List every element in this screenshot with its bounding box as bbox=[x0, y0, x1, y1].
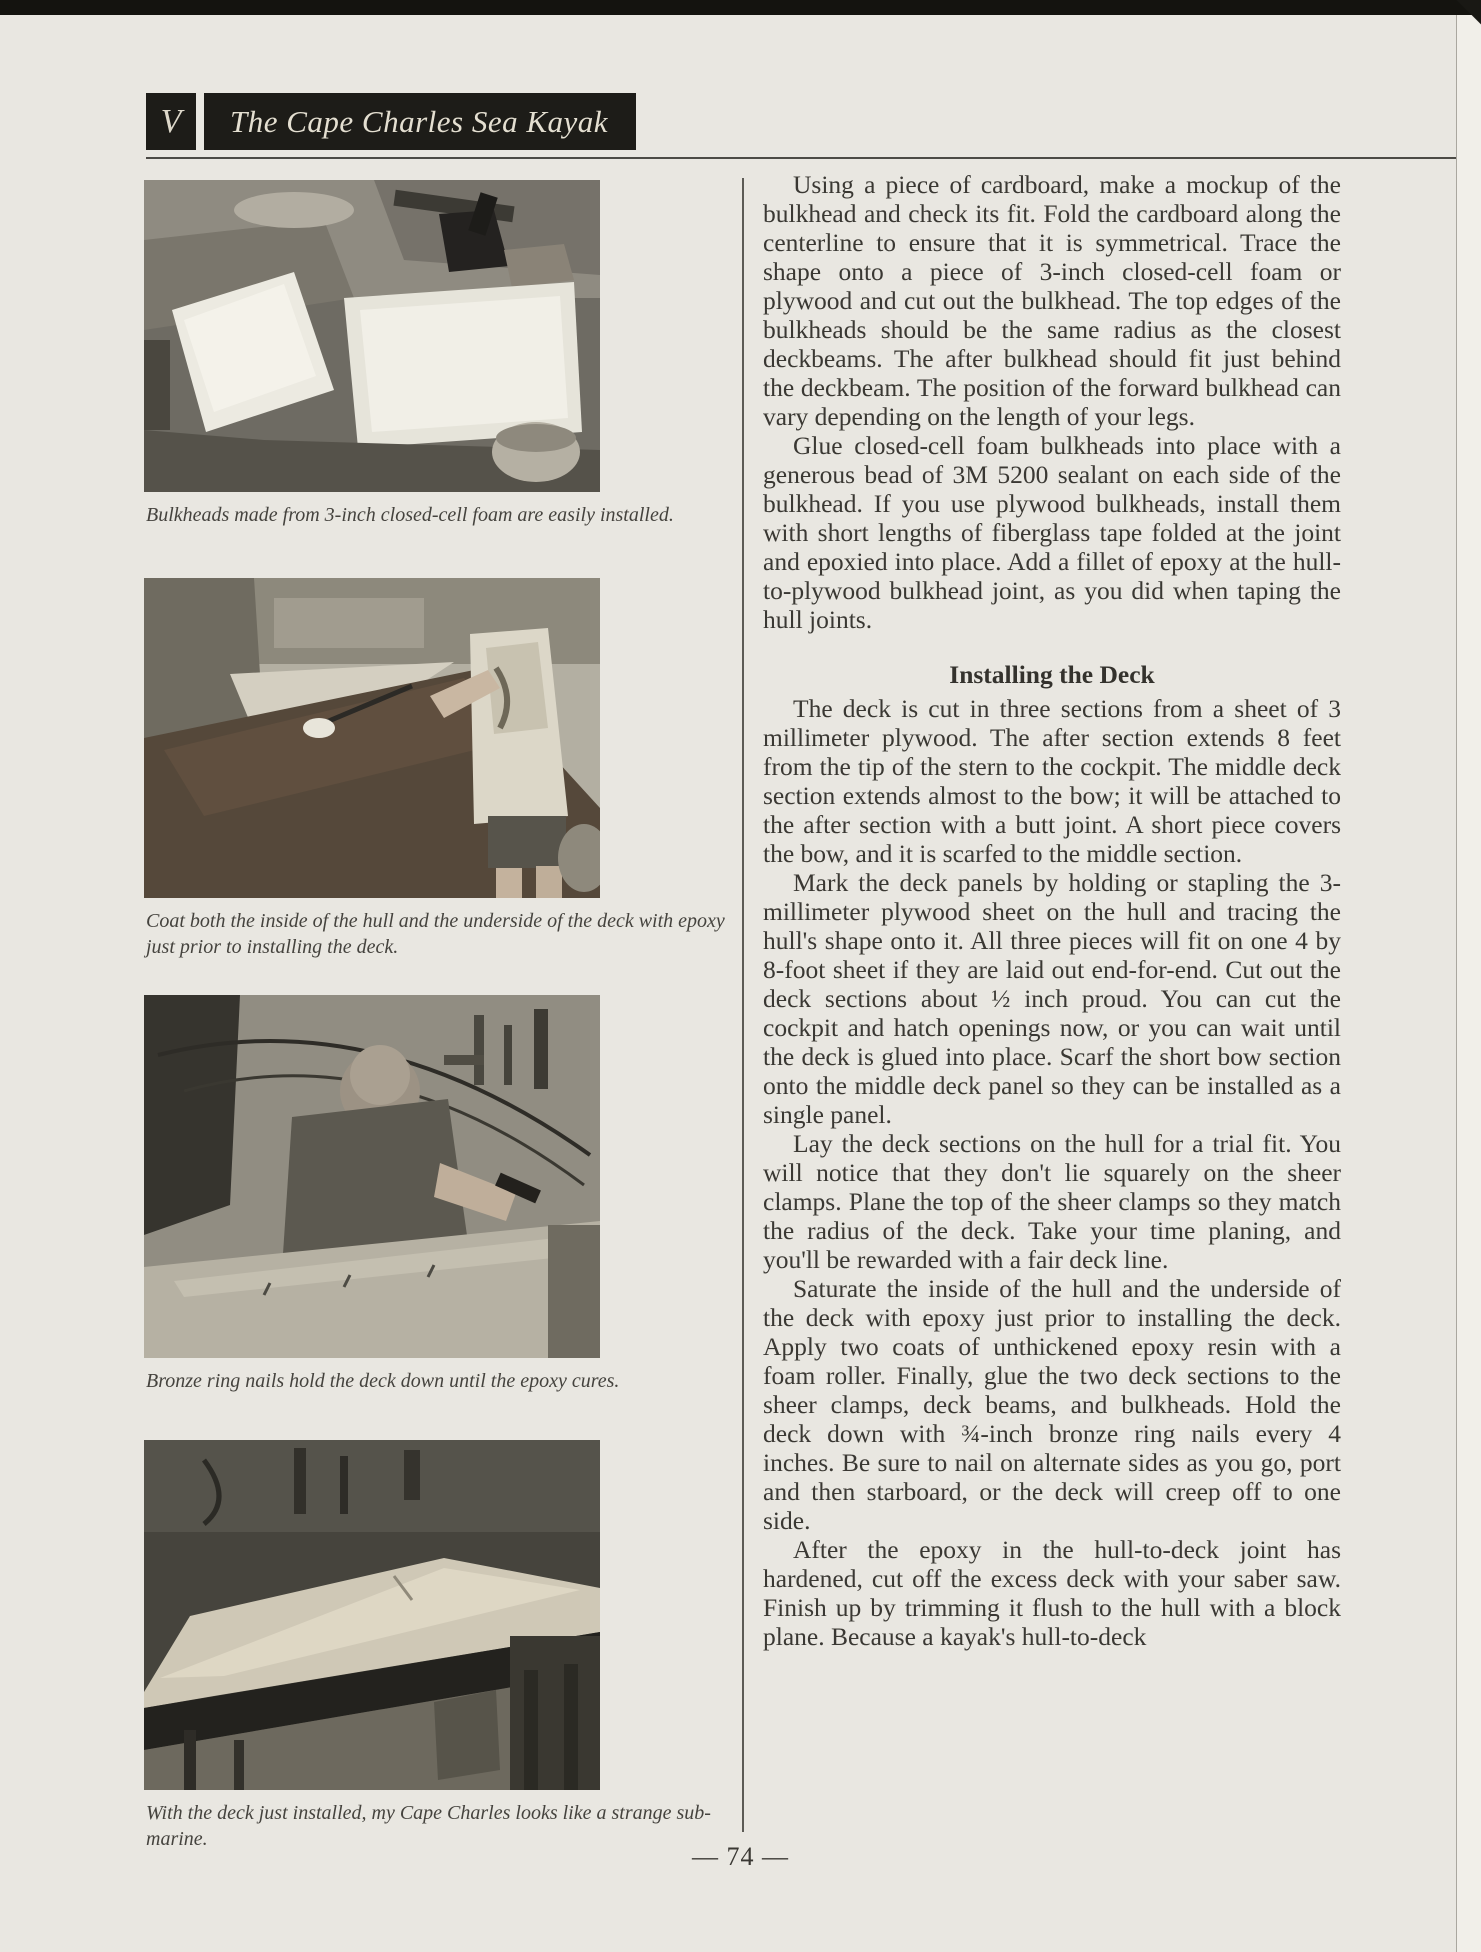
figure-caption: Bulkheads made from 3-inch closed-cell foam are easily installed. bbox=[146, 504, 674, 526]
body-paragraph: The deck is cut in three sections from a sheet of 3 millimeter plywood. The after section extends 8 feet from the tip of the stern to the cockpit. The middle deck section extends almost to the bow; it will be attached to the after section with a butt joint. A short piece covers the bow, and it is scarfed to the middle section. bbox=[763, 694, 1341, 868]
header-rule bbox=[146, 157, 1456, 159]
body-paragraph: Saturate the inside of the hull and the underside of the deck with epoxy just prior to installing the deck. Apply two coats of unthickened epoxy resin with a foam roller. Finally, glue the two deck sections to the sheer clamps, deck beams, and bulkheads. Hold the deck down with ¾-inch bronze ring nails every 4 inches. Be sure to nail on alternate sides as you go, port and then starboard, or the deck will creep off to one side. bbox=[763, 1274, 1341, 1535]
body-paragraph: Using a piece of cardboard, make a mockup of the bulkhead and check its fit. Fold the cardboard along the centerline to ensure that it is symmetrical. Trace the shape onto a piece of 3-inch closed-cell foam or plywood and cut out the bulkhead. The top edges of the bulkheads should be the same radius as the closest deckbeams. The after bulkhead should fit just behind the deckbeam. The position of the forward bulkhead can vary depending on the length of your legs. bbox=[763, 170, 1341, 431]
page-edge-strip bbox=[1456, 15, 1481, 1952]
chapter-title-bar bbox=[204, 93, 636, 150]
chapter-number: V bbox=[160, 102, 182, 140]
photo-ring-nails bbox=[144, 995, 600, 1358]
body-paragraph: Lay the deck sections on the hull for a trial fit. You will notice that they don't lie squarely on the sheer clamps. Plane the top of the sheer clamps so they match the radius of the deck. Take your time planing, and you'll be rewarded with a fair deck line. bbox=[763, 1129, 1341, 1274]
figure-epoxy-coating bbox=[144, 578, 725, 960]
chapter-title: The Cape Charles Sea Kayak bbox=[230, 103, 609, 139]
figure-deck-installed bbox=[144, 1440, 711, 1852]
corner-shadow bbox=[1435, 0, 1481, 46]
figure-foam-bulkheads bbox=[144, 180, 674, 528]
body-paragraph: After the epoxy in the hull-to-deck joint has hardened, cut off the excess deck with your saber saw. Finish up by trimming it flush to the hull with a block plane. Because a kayak's hull-to-deck bbox=[763, 1535, 1341, 1651]
chapter-number-box bbox=[146, 93, 196, 150]
photo-foam-bulkheads bbox=[144, 180, 600, 492]
figure-ring-nails bbox=[144, 995, 620, 1394]
photo-deck-installed bbox=[144, 1440, 600, 1790]
figure-caption: Bronze ring nails hold the deck down until the epoxy cures. bbox=[146, 1370, 620, 1392]
body-paragraph: Mark the deck panels by holding or stapling the 3-millimeter plywood sheet on the hull and tracing the hull's shape onto it. All three pieces will fit on one 4 by 8-foot sheet if they are laid out end-for-end. Cut out the deck sections about ½ inch proud. You can cut the cockpit and hatch openings now, or you can wait until the deck is glued into place. Scarf the short bow section onto the middle deck panel so they can be installed as a single panel. bbox=[763, 868, 1341, 1129]
article-column bbox=[763, 170, 1341, 1651]
column-divider bbox=[742, 178, 744, 1832]
figure-caption: With the deck just installed, my Cape Charles looks like a strange sub-marine. bbox=[146, 1802, 711, 1850]
scan-top-band bbox=[0, 0, 1481, 15]
body-paragraph: Glue closed-cell foam bulkheads into place with a generous bead of 3M 5200 sealant on each side of the bulkhead. If you use plywood bulkheads, install them with short lengths of fiberglass tape folded at the joint and epoxied into place. Add a fillet of epoxy at the hull-to-plywood bulkhead joint, as you did when taping the hull joints. bbox=[763, 431, 1341, 634]
photo-epoxy-coating bbox=[144, 578, 600, 898]
section-heading: Installing the Deck bbox=[949, 660, 1155, 689]
page-number: — 74 — bbox=[692, 1842, 789, 1871]
figure-caption: Coat both the inside of the hull and the underside of the deck with epoxy just prior to installing the deck. bbox=[146, 910, 725, 958]
